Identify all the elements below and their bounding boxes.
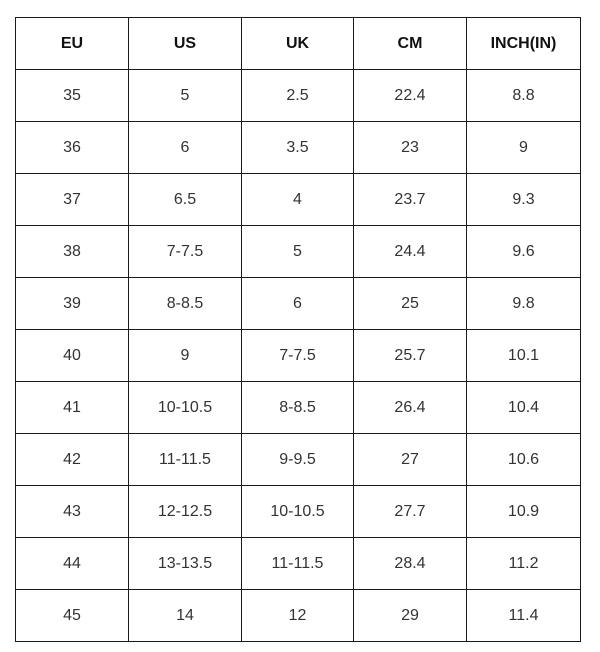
cell-cm: 23.7 <box>354 174 467 226</box>
cell-uk: 9-9.5 <box>242 434 354 486</box>
cell-inch: 8.8 <box>467 70 581 122</box>
cell-eu: 42 <box>16 434 129 486</box>
cell-eu: 37 <box>16 174 129 226</box>
cell-inch: 10.1 <box>467 330 581 382</box>
cell-inch: 9.3 <box>467 174 581 226</box>
cell-eu: 43 <box>16 486 129 538</box>
cell-cm: 26.4 <box>354 382 467 434</box>
table-row <box>16 174 581 226</box>
cell-eu: 38 <box>16 226 129 278</box>
cell-eu: 40 <box>16 330 129 382</box>
cell-inch: 11.2 <box>467 538 581 590</box>
cell-cm: 23 <box>354 122 467 174</box>
table-row <box>16 122 581 174</box>
table-row <box>16 278 581 330</box>
size-chart-table <box>15 17 581 642</box>
cell-us: 12-12.5 <box>129 486 242 538</box>
cell-cm: 28.4 <box>354 538 467 590</box>
cell-us: 10-10.5 <box>129 382 242 434</box>
column-header-cm: CM <box>354 18 467 70</box>
column-header-us: US <box>129 18 242 70</box>
cell-us: 7-7.5 <box>129 226 242 278</box>
cell-inch: 10.9 <box>467 486 581 538</box>
table-body <box>16 70 581 642</box>
table-row <box>16 330 581 382</box>
cell-us: 8-8.5 <box>129 278 242 330</box>
cell-cm: 29 <box>354 590 467 642</box>
cell-cm: 25.7 <box>354 330 467 382</box>
table-row <box>16 70 581 122</box>
cell-eu: 36 <box>16 122 129 174</box>
cell-inch: 11.4 <box>467 590 581 642</box>
table-row <box>16 590 581 642</box>
cell-uk: 7-7.5 <box>242 330 354 382</box>
cell-us: 6.5 <box>129 174 242 226</box>
table-row <box>16 538 581 590</box>
cell-cm: 24.4 <box>354 226 467 278</box>
table-row <box>16 382 581 434</box>
cell-eu: 35 <box>16 70 129 122</box>
cell-uk: 2.5 <box>242 70 354 122</box>
cell-us: 9 <box>129 330 242 382</box>
header-row <box>16 18 581 70</box>
cell-us: 13-13.5 <box>129 538 242 590</box>
cell-inch: 9 <box>467 122 581 174</box>
cell-us: 6 <box>129 122 242 174</box>
cell-uk: 3.5 <box>242 122 354 174</box>
table-row <box>16 486 581 538</box>
cell-cm: 25 <box>354 278 467 330</box>
cell-uk: 8-8.5 <box>242 382 354 434</box>
column-header-eu: EU <box>16 18 129 70</box>
cell-inch: 9.8 <box>467 278 581 330</box>
cell-uk: 12 <box>242 590 354 642</box>
cell-eu: 45 <box>16 590 129 642</box>
cell-eu: 41 <box>16 382 129 434</box>
cell-uk: 10-10.5 <box>242 486 354 538</box>
cell-inch: 10.4 <box>467 382 581 434</box>
cell-eu: 39 <box>16 278 129 330</box>
cell-uk: 5 <box>242 226 354 278</box>
cell-uk: 4 <box>242 174 354 226</box>
cell-uk: 6 <box>242 278 354 330</box>
cell-eu: 44 <box>16 538 129 590</box>
cell-us: 5 <box>129 70 242 122</box>
cell-inch: 9.6 <box>467 226 581 278</box>
cell-cm: 27.7 <box>354 486 467 538</box>
table-header <box>16 18 581 70</box>
cell-us: 14 <box>129 590 242 642</box>
cell-us: 11-11.5 <box>129 434 242 486</box>
table-row <box>16 434 581 486</box>
table-row <box>16 226 581 278</box>
column-header-inch: INCH(IN) <box>467 18 581 70</box>
cell-inch: 10.6 <box>467 434 581 486</box>
column-header-uk: UK <box>242 18 354 70</box>
cell-cm: 27 <box>354 434 467 486</box>
cell-cm: 22.4 <box>354 70 467 122</box>
cell-uk: 11-11.5 <box>242 538 354 590</box>
